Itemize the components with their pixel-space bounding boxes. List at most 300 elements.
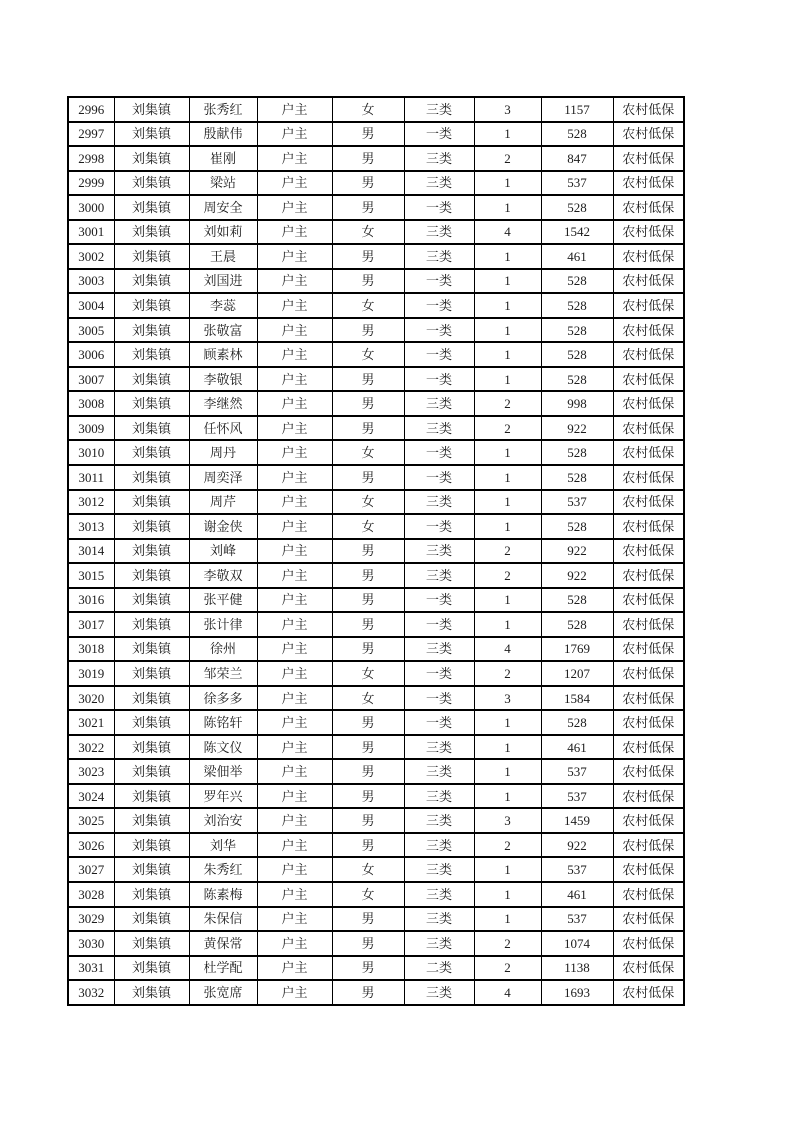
cell-amount: 528 [541,440,613,465]
cell-type: 农村低保 [613,588,684,613]
cell-type: 农村低保 [613,956,684,981]
cell-count: 2 [474,416,541,441]
cell-count: 1 [474,759,541,784]
cell-town: 刘集镇 [114,735,189,760]
cell-amount: 461 [541,882,613,907]
cell-amount: 528 [541,588,613,613]
table-row [68,416,684,441]
cell-town: 刘集镇 [114,563,189,588]
cell-relation: 户主 [257,931,332,956]
cell-amount: 528 [541,318,613,343]
cell-gender: 女 [332,857,404,882]
cell-name: 徐多多 [189,686,257,711]
cell-count: 1 [474,244,541,269]
table-row [68,269,684,294]
cell-category: 三类 [404,416,474,441]
cell-name: 梁站 [189,171,257,196]
cell-town: 刘集镇 [114,710,189,735]
cell-gender: 女 [332,661,404,686]
cell-relation: 户主 [257,391,332,416]
cell-gender: 男 [332,391,404,416]
cell-amount: 1769 [541,637,613,662]
cell-name: 黄保常 [189,931,257,956]
cell-category: 三类 [404,931,474,956]
cell-category: 一类 [404,195,474,220]
benefits-table [67,96,685,1006]
cell-relation: 户主 [257,588,332,613]
table-row [68,195,684,220]
cell-gender: 男 [332,563,404,588]
cell-serial: 2997 [68,122,114,147]
cell-type: 农村低保 [613,244,684,269]
cell-type: 农村低保 [613,882,684,907]
cell-type: 农村低保 [613,710,684,735]
cell-type: 农村低保 [613,784,684,809]
cell-relation: 户主 [257,465,332,490]
cell-serial: 3017 [68,612,114,637]
cell-type: 农村低保 [613,440,684,465]
cell-category: 一类 [404,661,474,686]
cell-town: 刘集镇 [114,931,189,956]
cell-name: 陈文仪 [189,735,257,760]
table-row [68,220,684,245]
cell-relation: 户主 [257,367,332,392]
cell-type: 农村低保 [613,220,684,245]
cell-town: 刘集镇 [114,514,189,539]
cell-category: 三类 [404,539,474,564]
cell-name: 刘如莉 [189,220,257,245]
cell-serial: 3003 [68,269,114,294]
cell-relation: 户主 [257,416,332,441]
cell-gender: 女 [332,440,404,465]
cell-relation: 户主 [257,833,332,858]
table-row [68,735,684,760]
cell-count: 1 [474,195,541,220]
cell-amount: 847 [541,146,613,171]
cell-type: 农村低保 [613,146,684,171]
cell-name: 刘国进 [189,269,257,294]
cell-type: 农村低保 [613,195,684,220]
cell-town: 刘集镇 [114,980,189,1005]
cell-name: 周安全 [189,195,257,220]
cell-name: 张宽席 [189,980,257,1005]
table-row [68,882,684,907]
cell-serial: 3022 [68,735,114,760]
cell-gender: 女 [332,342,404,367]
cell-name: 刘峰 [189,539,257,564]
cell-type: 农村低保 [613,416,684,441]
cell-name: 刘治安 [189,808,257,833]
cell-category: 三类 [404,784,474,809]
cell-type: 农村低保 [613,342,684,367]
table-row [68,465,684,490]
cell-relation: 户主 [257,759,332,784]
cell-count: 1 [474,293,541,318]
cell-category: 一类 [404,367,474,392]
cell-gender: 男 [332,759,404,784]
cell-count: 1 [474,342,541,367]
cell-category: 一类 [404,122,474,147]
cell-relation: 户主 [257,907,332,932]
cell-town: 刘集镇 [114,857,189,882]
cell-name: 周奕泽 [189,465,257,490]
cell-count: 2 [474,146,541,171]
cell-category: 一类 [404,269,474,294]
cell-amount: 537 [541,490,613,515]
cell-serial: 3011 [68,465,114,490]
cell-count: 1 [474,318,541,343]
cell-town: 刘集镇 [114,391,189,416]
cell-serial: 2999 [68,171,114,196]
cell-town: 刘集镇 [114,808,189,833]
table-row [68,661,684,686]
cell-serial: 3024 [68,784,114,809]
cell-name: 梁佃举 [189,759,257,784]
cell-town: 刘集镇 [114,833,189,858]
cell-gender: 男 [332,833,404,858]
cell-category: 三类 [404,857,474,882]
cell-category: 一类 [404,588,474,613]
cell-gender: 男 [332,269,404,294]
cell-town: 刘集镇 [114,220,189,245]
cell-relation: 户主 [257,318,332,343]
table-row [68,759,684,784]
table-row [68,784,684,809]
cell-category: 一类 [404,710,474,735]
table-row [68,907,684,932]
cell-name: 张秀红 [189,97,257,122]
table-row [68,563,684,588]
table-row [68,588,684,613]
cell-gender: 女 [332,514,404,539]
cell-serial: 3000 [68,195,114,220]
cell-serial: 3001 [68,220,114,245]
table-row [68,931,684,956]
cell-category: 一类 [404,318,474,343]
cell-relation: 户主 [257,269,332,294]
cell-town: 刘集镇 [114,146,189,171]
cell-serial: 3019 [68,661,114,686]
cell-relation: 户主 [257,637,332,662]
cell-count: 1 [474,588,541,613]
cell-relation: 户主 [257,220,332,245]
cell-type: 农村低保 [613,490,684,515]
cell-type: 农村低保 [613,637,684,662]
cell-serial: 3021 [68,710,114,735]
cell-type: 农村低保 [613,686,684,711]
table-row [68,539,684,564]
cell-town: 刘集镇 [114,637,189,662]
cell-type: 农村低保 [613,980,684,1005]
cell-category: 三类 [404,833,474,858]
cell-serial: 3026 [68,833,114,858]
cell-amount: 1542 [541,220,613,245]
table-row [68,612,684,637]
cell-type: 农村低保 [613,661,684,686]
cell-name: 刘华 [189,833,257,858]
cell-count: 2 [474,661,541,686]
cell-amount: 1459 [541,808,613,833]
cell-serial: 3009 [68,416,114,441]
table-row [68,146,684,171]
cell-town: 刘集镇 [114,244,189,269]
cell-count: 3 [474,686,541,711]
cell-relation: 户主 [257,661,332,686]
cell-gender: 男 [332,784,404,809]
cell-gender: 男 [332,612,404,637]
table-row [68,514,684,539]
cell-category: 三类 [404,735,474,760]
cell-town: 刘集镇 [114,440,189,465]
cell-amount: 922 [541,833,613,858]
cell-town: 刘集镇 [114,612,189,637]
cell-amount: 922 [541,416,613,441]
cell-type: 农村低保 [613,907,684,932]
table-row [68,122,684,147]
table-row [68,956,684,981]
cell-type: 农村低保 [613,171,684,196]
table-row [68,293,684,318]
cell-count: 2 [474,956,541,981]
cell-relation: 户主 [257,97,332,122]
cell-town: 刘集镇 [114,269,189,294]
cell-gender: 男 [332,367,404,392]
table-row [68,980,684,1005]
cell-amount: 1584 [541,686,613,711]
cell-relation: 户主 [257,612,332,637]
cell-amount: 528 [541,367,613,392]
cell-name: 顾素林 [189,342,257,367]
cell-category: 三类 [404,907,474,932]
cell-name: 徐州 [189,637,257,662]
cell-town: 刘集镇 [114,956,189,981]
cell-name: 陈素梅 [189,882,257,907]
cell-amount: 537 [541,171,613,196]
cell-serial: 2996 [68,97,114,122]
cell-serial: 3031 [68,956,114,981]
cell-count: 2 [474,563,541,588]
cell-name: 罗年兴 [189,784,257,809]
cell-type: 农村低保 [613,367,684,392]
table-row [68,440,684,465]
cell-category: 一类 [404,440,474,465]
cell-name: 周芹 [189,490,257,515]
cell-town: 刘集镇 [114,465,189,490]
cell-relation: 户主 [257,735,332,760]
cell-count: 1 [474,171,541,196]
cell-serial: 2998 [68,146,114,171]
cell-amount: 537 [541,759,613,784]
cell-gender: 男 [332,416,404,441]
table-row [68,637,684,662]
cell-count: 1 [474,490,541,515]
cell-category: 三类 [404,146,474,171]
cell-gender: 女 [332,220,404,245]
cell-amount: 537 [541,784,613,809]
cell-relation: 户主 [257,195,332,220]
cell-category: 三类 [404,391,474,416]
cell-relation: 户主 [257,490,332,515]
cell-gender: 女 [332,490,404,515]
table-row [68,857,684,882]
cell-relation: 户主 [257,563,332,588]
cell-town: 刘集镇 [114,342,189,367]
cell-town: 刘集镇 [114,195,189,220]
cell-relation: 户主 [257,956,332,981]
cell-town: 刘集镇 [114,367,189,392]
cell-gender: 男 [332,465,404,490]
cell-count: 2 [474,391,541,416]
cell-gender: 男 [332,637,404,662]
table-row [68,391,684,416]
cell-count: 1 [474,440,541,465]
cell-name: 张计律 [189,612,257,637]
cell-type: 农村低保 [613,833,684,858]
cell-town: 刘集镇 [114,686,189,711]
cell-count: 1 [474,269,541,294]
cell-amount: 528 [541,612,613,637]
cell-name: 李继然 [189,391,257,416]
cell-serial: 3018 [68,637,114,662]
cell-category: 一类 [404,686,474,711]
cell-type: 农村低保 [613,612,684,637]
cell-count: 3 [474,808,541,833]
cell-count: 1 [474,710,541,735]
cell-gender: 男 [332,980,404,1005]
cell-amount: 998 [541,391,613,416]
cell-town: 刘集镇 [114,907,189,932]
cell-gender: 男 [332,244,404,269]
cell-category: 一类 [404,293,474,318]
cell-name: 朱保信 [189,907,257,932]
cell-serial: 3014 [68,539,114,564]
cell-serial: 3015 [68,563,114,588]
cell-relation: 户主 [257,342,332,367]
cell-count: 1 [474,465,541,490]
cell-relation: 户主 [257,857,332,882]
cell-name: 王晨 [189,244,257,269]
cell-relation: 户主 [257,146,332,171]
table-body [68,97,684,1005]
cell-relation: 户主 [257,514,332,539]
cell-amount: 1157 [541,97,613,122]
cell-serial: 3008 [68,391,114,416]
cell-town: 刘集镇 [114,293,189,318]
cell-category: 三类 [404,637,474,662]
cell-town: 刘集镇 [114,416,189,441]
cell-category: 三类 [404,220,474,245]
cell-type: 农村低保 [613,759,684,784]
cell-serial: 3002 [68,244,114,269]
cell-town: 刘集镇 [114,759,189,784]
cell-name: 邹荣兰 [189,661,257,686]
cell-gender: 男 [332,318,404,343]
cell-category: 三类 [404,808,474,833]
cell-relation: 户主 [257,440,332,465]
cell-town: 刘集镇 [114,490,189,515]
cell-type: 农村低保 [613,514,684,539]
cell-relation: 户主 [257,686,332,711]
cell-serial: 3027 [68,857,114,882]
cell-category: 一类 [404,514,474,539]
cell-gender: 男 [332,907,404,932]
cell-amount: 528 [541,122,613,147]
cell-count: 2 [474,833,541,858]
cell-amount: 528 [541,465,613,490]
cell-town: 刘集镇 [114,539,189,564]
cell-serial: 3007 [68,367,114,392]
cell-name: 李敬银 [189,367,257,392]
cell-count: 1 [474,882,541,907]
table-row [68,490,684,515]
cell-town: 刘集镇 [114,171,189,196]
cell-gender: 男 [332,956,404,981]
cell-gender: 男 [332,171,404,196]
cell-serial: 3020 [68,686,114,711]
cell-count: 1 [474,612,541,637]
cell-serial: 3010 [68,440,114,465]
cell-serial: 3006 [68,342,114,367]
cell-type: 农村低保 [613,931,684,956]
cell-gender: 男 [332,931,404,956]
cell-name: 崔刚 [189,146,257,171]
cell-amount: 528 [541,293,613,318]
cell-type: 农村低保 [613,122,684,147]
cell-gender: 男 [332,122,404,147]
cell-name: 李蕊 [189,293,257,318]
cell-type: 农村低保 [613,318,684,343]
cell-serial: 3025 [68,808,114,833]
cell-category: 一类 [404,465,474,490]
table-row [68,318,684,343]
cell-amount: 1138 [541,956,613,981]
cell-category: 三类 [404,980,474,1005]
cell-town: 刘集镇 [114,882,189,907]
cell-amount: 461 [541,735,613,760]
cell-name: 李敬双 [189,563,257,588]
table-row [68,686,684,711]
cell-relation: 户主 [257,244,332,269]
cell-gender: 女 [332,293,404,318]
cell-amount: 1207 [541,661,613,686]
cell-amount: 461 [541,244,613,269]
cell-category: 三类 [404,97,474,122]
cell-category: 三类 [404,244,474,269]
cell-type: 农村低保 [613,735,684,760]
cell-amount: 537 [541,907,613,932]
cell-gender: 男 [332,539,404,564]
table-row [68,342,684,367]
cell-count: 1 [474,857,541,882]
cell-town: 刘集镇 [114,318,189,343]
cell-count: 1 [474,122,541,147]
cell-amount: 528 [541,269,613,294]
cell-relation: 户主 [257,122,332,147]
table-row [68,710,684,735]
cell-count: 2 [474,931,541,956]
cell-serial: 3013 [68,514,114,539]
cell-serial: 3028 [68,882,114,907]
cell-gender: 男 [332,195,404,220]
cell-name: 张平健 [189,588,257,613]
cell-gender: 男 [332,808,404,833]
cell-serial: 3005 [68,318,114,343]
cell-town: 刘集镇 [114,661,189,686]
cell-serial: 3029 [68,907,114,932]
cell-count: 1 [474,735,541,760]
cell-relation: 户主 [257,784,332,809]
cell-name: 杜学配 [189,956,257,981]
